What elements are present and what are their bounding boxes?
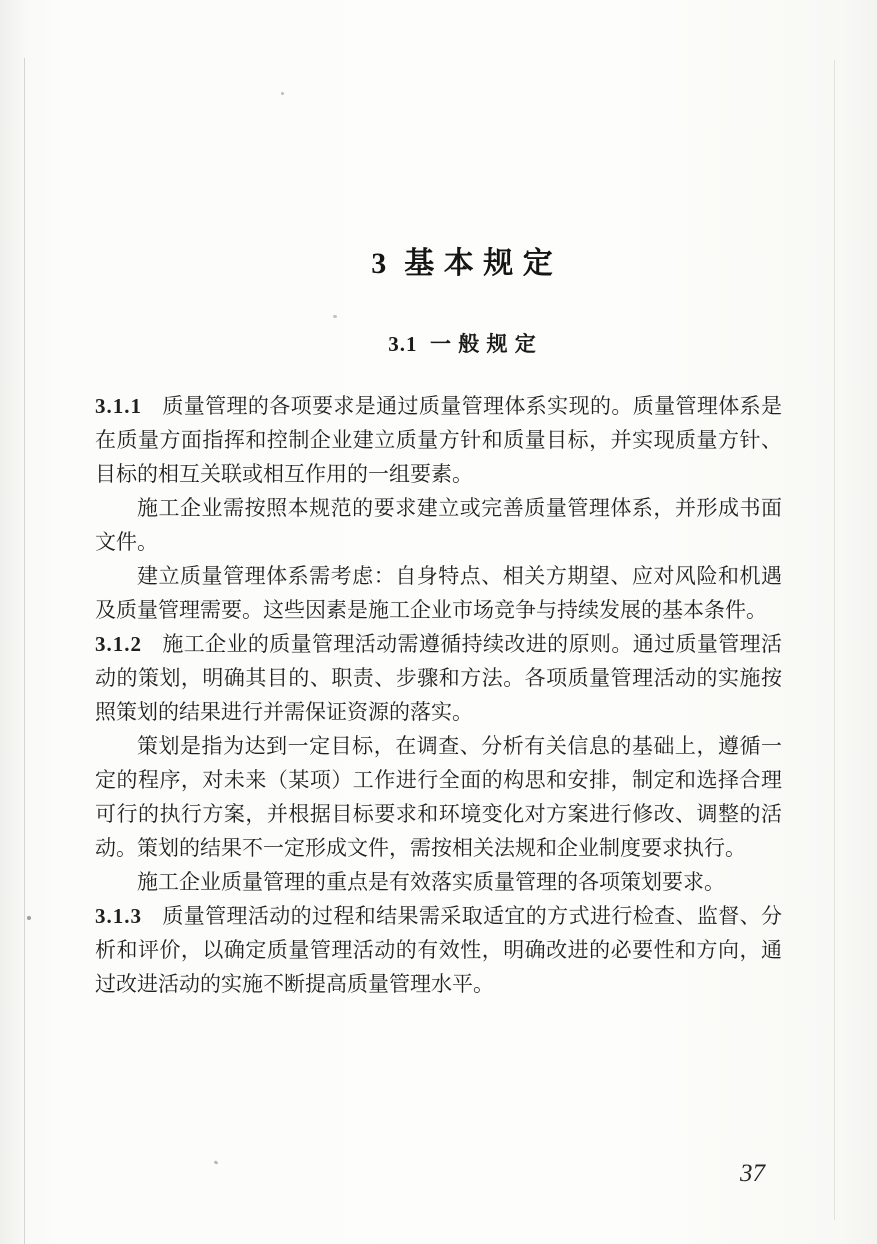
body-paragraph	[95, 729, 782, 865]
page-content	[95, 238, 782, 1001]
paragraph-text: 施工企业需按照本规范的要求建立或完善质量管理体系，并形成书面文件。	[95, 496, 782, 554]
body-paragraph	[95, 491, 782, 559]
scan-speck	[214, 1160, 219, 1165]
body-paragraph	[95, 865, 782, 899]
paragraph-text: 建立质量管理体系需考虑：自身特点、相关方期望、应对风险和机遇及质量管理需要。这些因素是施工企业市场竞争与持续发展的基本条件。	[95, 564, 782, 622]
page-number: 37	[740, 1160, 765, 1187]
body-text	[95, 389, 782, 1001]
clause-paragraph	[95, 627, 782, 729]
paragraph-text: 策划是指为达到一定目标，在调查、分析有关信息的基础上，遵循一定的程序，对未来（某项）工作进行全面的构思和安排，制定和选择合理可行的执行方案，并根据目标要求和环境变化对方案进行修改、调整的活动。策划的结果不一定形成文件，需按相关法规和企业制度要求执行。	[95, 734, 782, 860]
section-heading: 3.1 一 般 规 定	[388, 332, 537, 356]
paragraph-text: 质量管理活动的过程和结果需采取适宜的方式进行检查、监督、分析和评价，以确定质量管理活动的有效性，明确改进的必要性和方向，通过改进活动的实施不断提高质量管理水平。	[95, 904, 782, 996]
clause-paragraph	[95, 899, 782, 1001]
clause-number: 3.1.3	[95, 904, 142, 928]
scan-page-edge-right	[834, 60, 835, 1220]
paragraph-text: 施工企业的质量管理活动需遵循持续改进的原则。通过质量管理活动的策划，明确其目的、职责、步骤和方法。各项质量管理活动的实施按照策划的结果进行并需保证资源的落实。	[95, 632, 782, 724]
scan-speck	[281, 92, 284, 95]
paragraph-text: 质量管理的各项要求是通过质量管理体系实现的。质量管理体系是在质量方面指挥和控制企业建立质量方针和质量目标，并实现质量方针、目标的相互关联或相互作用的一组要素。	[95, 394, 782, 486]
chapter-title: 3 基 本 规 定	[371, 247, 554, 280]
clause-paragraph	[95, 389, 782, 491]
paragraph-text: 施工企业质量管理的重点是有效落实质量管理的各项策划要求。	[137, 870, 725, 894]
clause-number: 3.1.1	[95, 394, 142, 418]
body-paragraph	[95, 559, 782, 627]
clause-number: 3.1.2	[95, 632, 142, 656]
scan-speck	[27, 916, 31, 920]
scan-page-edge-left	[24, 58, 25, 1244]
